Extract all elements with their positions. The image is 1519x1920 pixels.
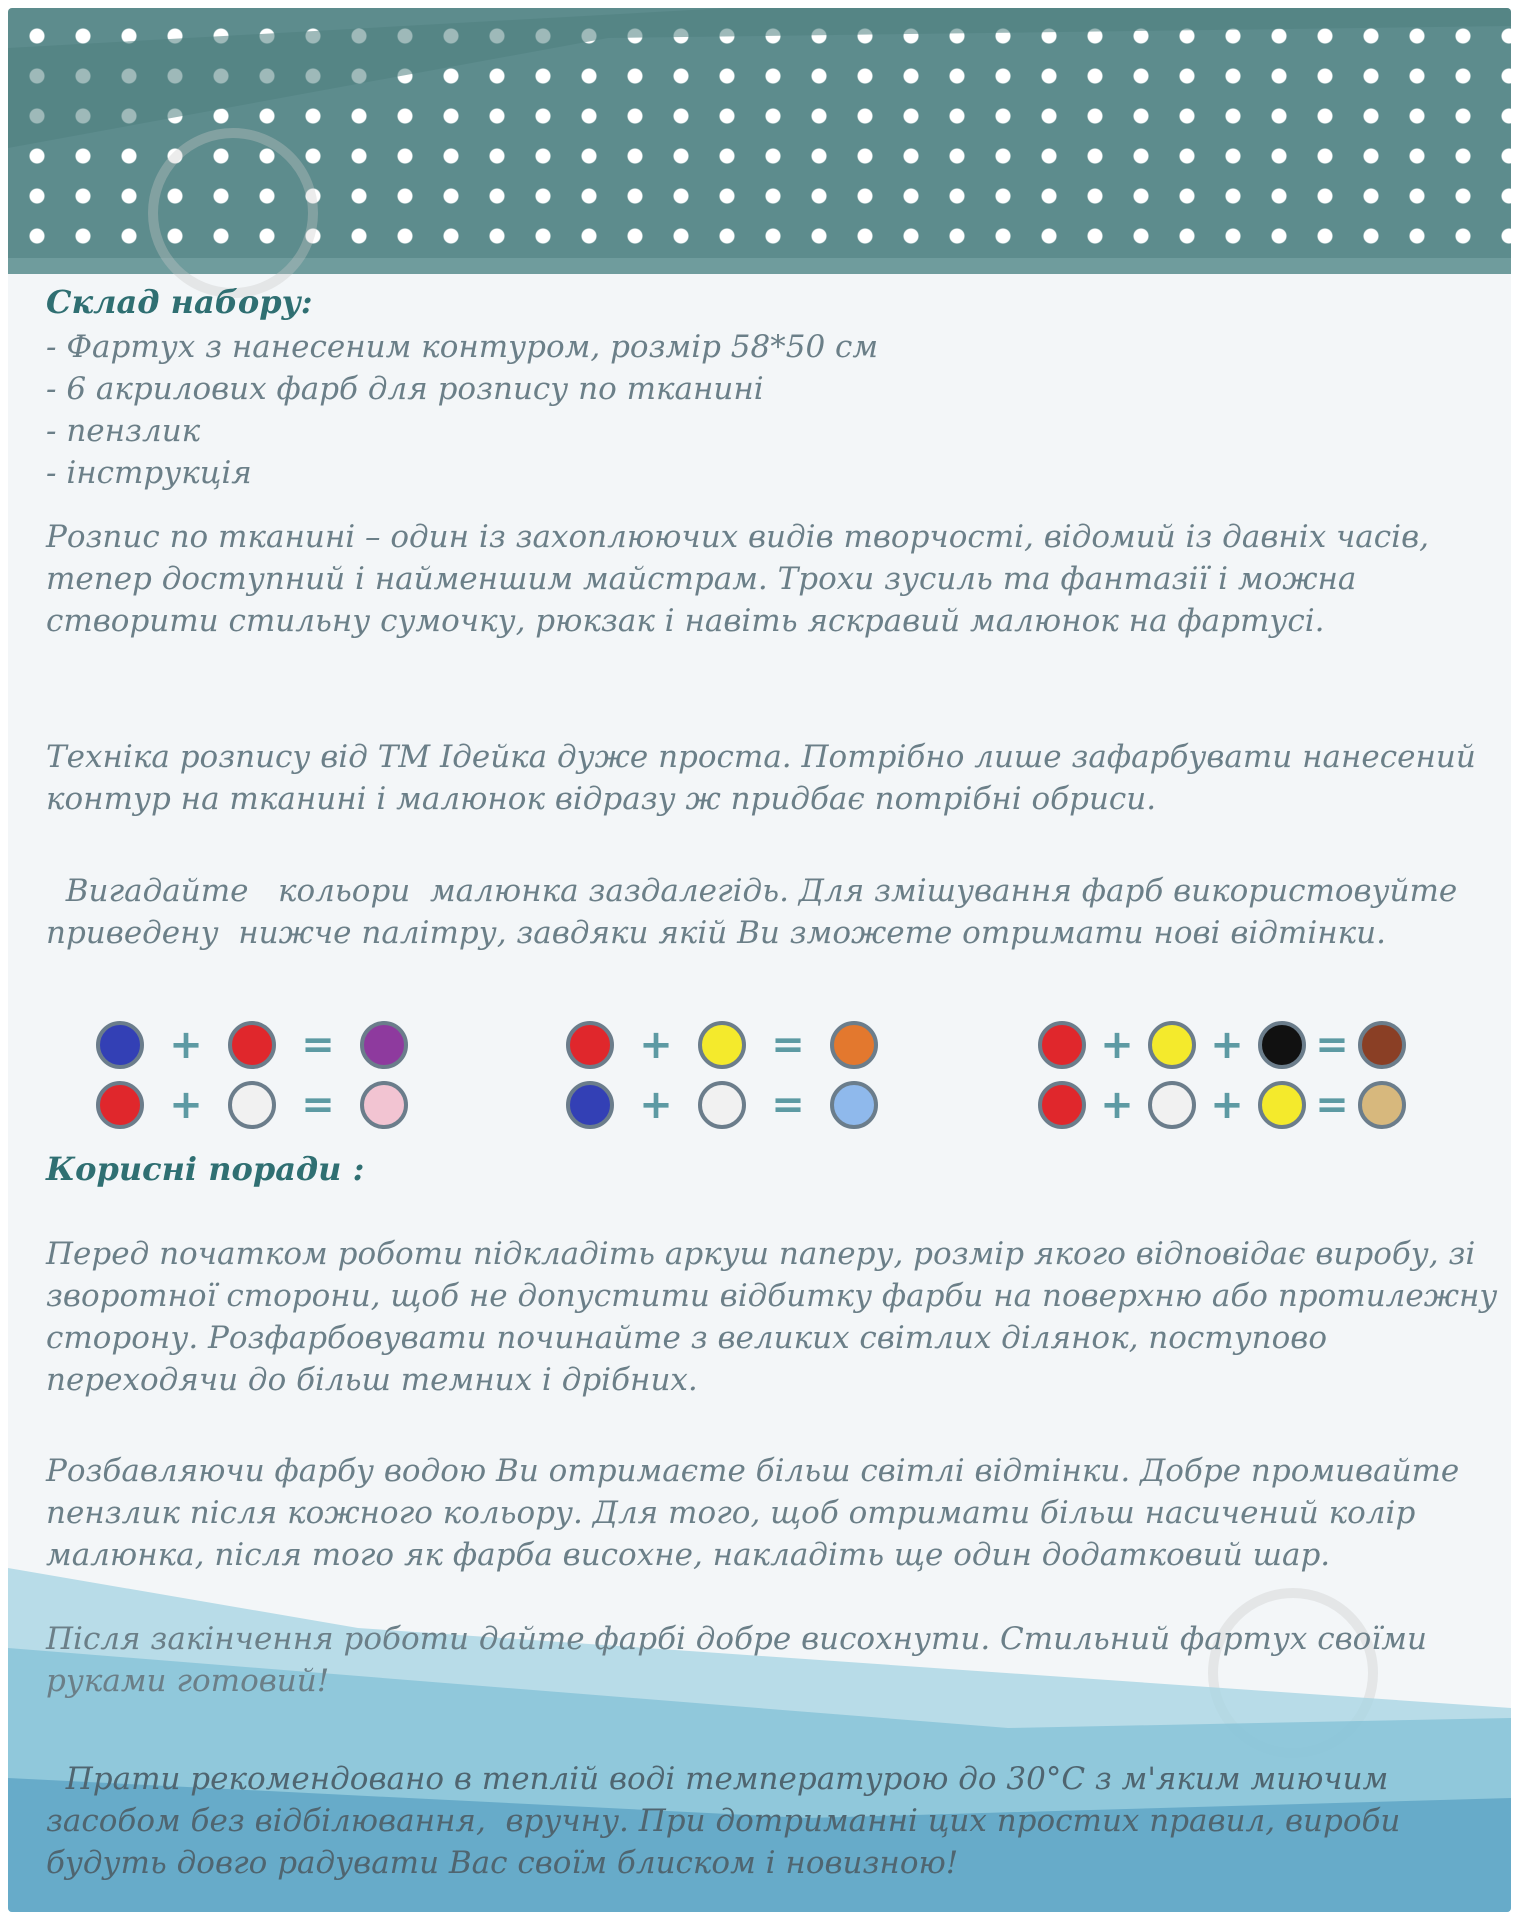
composition-list bbox=[46, 326, 1506, 494]
plus-sign: + bbox=[1100, 1082, 1134, 1128]
mix-1 bbox=[96, 1018, 408, 1072]
swatch-red bbox=[228, 1021, 276, 1069]
mix-6 bbox=[1038, 1078, 1406, 1132]
equals-sign: = bbox=[1315, 1022, 1349, 1068]
watermark-icon bbox=[148, 128, 318, 298]
equals-sign: = bbox=[771, 1082, 805, 1128]
composition-heading: Склад набору: bbox=[46, 283, 313, 321]
swatch-purple bbox=[360, 1021, 408, 1069]
tip-paragraph-2: Розбавляючи фарбу водою Ви отримаєте більш світлі відтінки. Добре промивайте пензлик після кожного кольору. Для того, щоб отримати більш насичений колір малюнка, після того як фарба висохне, накладіть ще один додатковий шар. bbox=[46, 1453, 1460, 1573]
tip-paragraph-3: Після закінчення роботи дайте фарбі добре висохнути. Стильний фартух своїми руками готовий! bbox=[46, 1621, 1427, 1699]
swatch-pink bbox=[360, 1081, 408, 1129]
swatch-beige bbox=[1358, 1081, 1406, 1129]
swatch-yellow bbox=[698, 1021, 746, 1069]
care-paragraph: Прати рекомендовано в теплій воді температурою до 30°С з м'яким миючим засобом без відбілювання, вручну. При дотриманні цих простих правил, вироби будуть довго радувати Вас своїм блиском і новизною! bbox=[46, 1761, 1411, 1881]
plus-sign: + bbox=[639, 1022, 673, 1068]
swatch-black bbox=[1258, 1021, 1306, 1069]
swatch-brown bbox=[1358, 1021, 1406, 1069]
swatch-blue bbox=[566, 1081, 614, 1129]
composition-item: - інструкція bbox=[46, 455, 252, 491]
plus-sign: + bbox=[1100, 1022, 1134, 1068]
swatch-yellow bbox=[1148, 1021, 1196, 1069]
composition-item: - Фартух з нанесеним контуром, розмір 58*50 см bbox=[46, 329, 879, 365]
equals-sign: = bbox=[1315, 1082, 1349, 1128]
swatch-white bbox=[1148, 1081, 1196, 1129]
intro-paragraph-1: Розпис по тканині – один із захоплюючих видів творчості, відомий із давніх часів, тепер доступний і найменшим майстрам. Трохи зусиль та фантазії і можна створити стильну сумочку, рюкзак і навіть яскравий малюнок на фартусі. bbox=[46, 519, 1429, 639]
tips-heading: Корисні поради : bbox=[46, 1150, 365, 1188]
composition-item: - пензлик bbox=[46, 413, 201, 449]
tip-paragraph-1: Перед початком роботи підкладіть аркуш паперу, розмір якого відповідає виробу, зі зворотної сторони, щоб не допустити відбитку фарби на поверхню або протилежну сторону. Розфарбовувати починайте з великих світлих ділянок, поступово переходячи до більш темних і дрібних. bbox=[46, 1236, 1498, 1398]
mix-3 bbox=[566, 1018, 878, 1072]
swatch-orange bbox=[830, 1021, 878, 1069]
swatch-yellow bbox=[1258, 1081, 1306, 1129]
swatch-red bbox=[1038, 1021, 1086, 1069]
swatch-blue bbox=[96, 1021, 144, 1069]
mix-2 bbox=[96, 1078, 408, 1132]
plus-sign: + bbox=[1210, 1022, 1244, 1068]
plus-sign: + bbox=[639, 1082, 673, 1128]
plus-sign: + bbox=[1210, 1082, 1244, 1128]
mix-4 bbox=[566, 1078, 878, 1132]
swatch-red bbox=[566, 1021, 614, 1069]
swatch-white bbox=[698, 1081, 746, 1129]
equals-sign: = bbox=[301, 1022, 335, 1068]
intro-paragraph-2: Техніка розпису від ТМ Ідейка дуже проста. Потрібно лише зафарбувати нанесений контур на тканині і малюнок відразу ж придбає потрібні обриси. bbox=[46, 739, 1476, 817]
mix-5 bbox=[1038, 1018, 1406, 1072]
intro-paragraph-3: Вигадайте кольори малюнка заздалегідь. Для змішування фарб використовуйте приведену нижче палітру, завдяки якій Ви зможете отримати нові відтінки. bbox=[46, 873, 1477, 951]
swatch-white bbox=[228, 1081, 276, 1129]
plus-sign: + bbox=[169, 1082, 203, 1128]
instruction-sheet bbox=[8, 8, 1511, 1912]
composition-item: - 6 акрилових фарб для розпису по тканині bbox=[46, 371, 764, 407]
plus-sign: + bbox=[169, 1022, 203, 1068]
swatch-light-blue bbox=[830, 1081, 878, 1129]
equals-sign: = bbox=[301, 1082, 335, 1128]
swatch-red bbox=[96, 1081, 144, 1129]
swatch-red bbox=[1038, 1081, 1086, 1129]
equals-sign: = bbox=[771, 1022, 805, 1068]
